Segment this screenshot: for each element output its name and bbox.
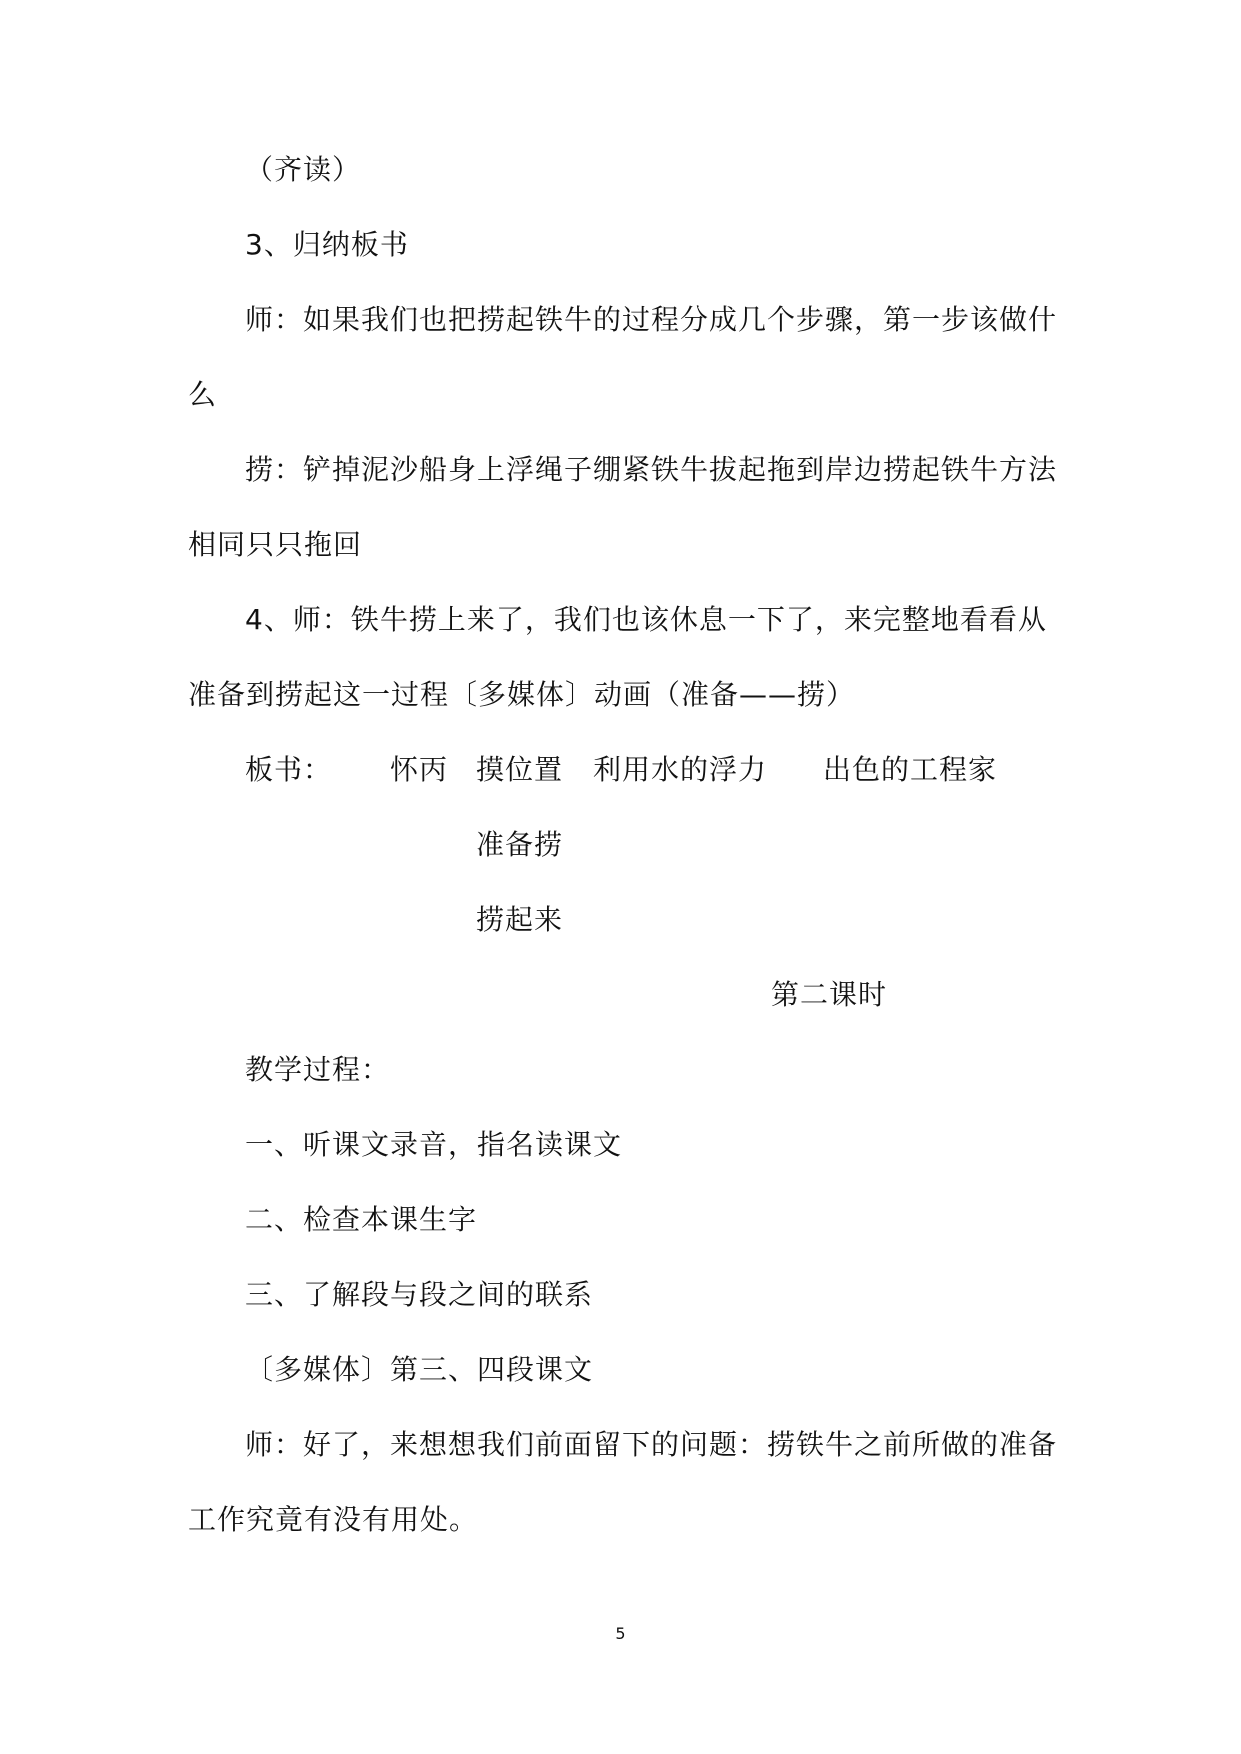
text-line: 三、了解段与段之间的联系 (245, 1278, 594, 1311)
text-line: 师：如果我们也把捞起铁牛的过程分成几个步骤，第一步该做什 (245, 303, 1058, 336)
blackboard-item: 摸位置 (476, 753, 564, 786)
text-line: 一、听课文录音，指名读课文 (245, 1128, 623, 1161)
section-title: 第二课时 (771, 978, 888, 1011)
section-heading: 3、归纳板书 (245, 228, 409, 261)
text-line: 准备到捞起这一过程〔多媒体〕动画（准备——捞） (188, 678, 856, 711)
blackboard-item: 出色的工程家 (823, 753, 998, 786)
text-line: 捞：铲掉泥沙船身上浮绳子绷紧铁牛拔起拖到岸边捞起铁牛方法 (245, 453, 1058, 486)
blackboard-item: 怀丙 (390, 753, 449, 786)
page-number: 5 (615, 1624, 626, 1643)
text-line: 4、师：铁牛捞上来了，我们也该休息一下了，来完整地看看从 (245, 603, 1047, 636)
section-heading: 教学过程： (245, 1053, 391, 1086)
blackboard-item: 准备捞 (476, 828, 564, 861)
text-line: 二、检查本课生字 (245, 1203, 478, 1236)
text-line: 师：好了，来想想我们前面留下的问题：捞铁牛之前所做的准备 (245, 1428, 1058, 1461)
blackboard-label: 板书： (245, 753, 333, 786)
text-line: 〔多媒体〕第三、四段课文 (245, 1353, 594, 1386)
text-line: 相同只只拖回 (188, 528, 363, 561)
text-line: 工作究竟有没有用处。 (188, 1503, 479, 1536)
text-line: （齐读） (245, 153, 362, 186)
blackboard-item: 利用水的浮力 (593, 753, 768, 786)
blackboard-item: 捞起来 (476, 903, 564, 936)
text-line: 么 (188, 378, 218, 411)
